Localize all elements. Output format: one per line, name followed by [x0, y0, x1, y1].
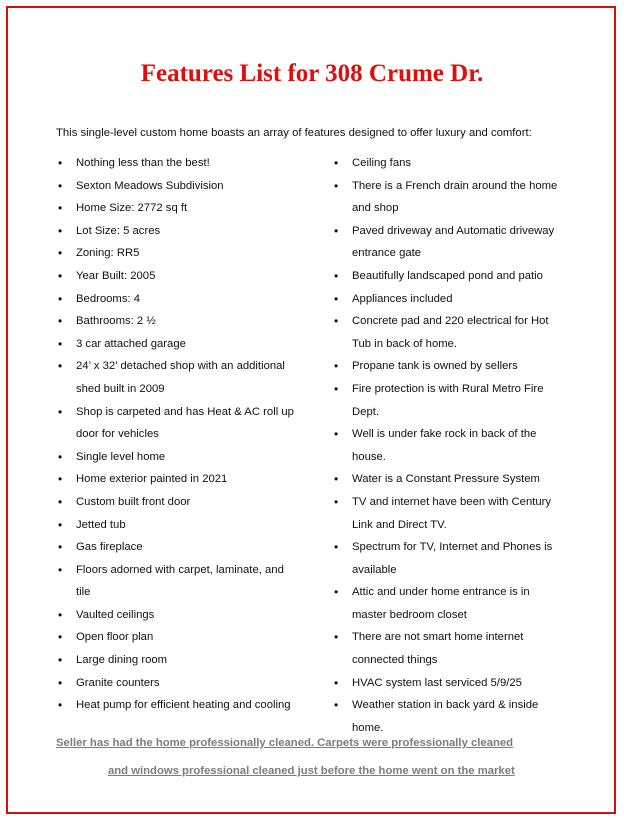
- list-item: • Floors adorned with carpet, laminate, and tile: [56, 559, 301, 604]
- list-item: • Year Built: 2005: [56, 265, 301, 288]
- list-item: • HVAC system last serviced 5/9/25: [332, 672, 564, 695]
- list-item: • Granite counters: [56, 672, 301, 695]
- list-item: • Concrete pad and 220 electrical for Hot Tub in back of home.: [332, 310, 564, 355]
- list-item: • Fire protection is with Rural Metro Fire Dept.: [332, 378, 564, 423]
- list-item: • TV and internet have been with Century Link and Direct TV.: [332, 491, 564, 536]
- list-item: • Shop is carpeted and has Heat & AC roll up door for vehicles: [56, 401, 301, 446]
- list-item: • Spectrum for TV, Internet and Phones is available: [332, 536, 564, 581]
- list-item: • Jetted tub: [56, 514, 301, 537]
- page-title: Features List for 308 Crume Dr.: [140, 60, 484, 87]
- features-list-left: [56, 152, 301, 717]
- list-item: • There are not smart home internet connected things: [332, 626, 564, 671]
- list-item: • Custom built front door: [56, 491, 301, 514]
- list-item: • Propane tank is owned by sellers: [332, 355, 564, 378]
- list-item: • Ceiling fans: [332, 152, 564, 175]
- list-item: • Nothing less than the best!: [56, 152, 301, 175]
- list-item: • Appliances included: [332, 288, 564, 311]
- list-item: • Heat pump for efficient heating and cooling: [56, 694, 301, 717]
- list-item: • There is a French drain around the home and shop: [332, 175, 564, 220]
- list-item: • Single level home: [56, 446, 301, 469]
- list-item: • Beautifully landscaped pond and patio: [332, 265, 564, 288]
- list-item: • 24’ x 32’ detached shop with an additional shed built in 2009: [56, 355, 301, 400]
- list-item: • Vaulted ceilings: [56, 604, 301, 627]
- list-item: • Bathrooms: 2 ½: [56, 310, 301, 333]
- list-item: • Weather station in back yard & inside home.: [332, 694, 564, 739]
- intro-text: This single-level custom home boasts an array of features designed to offer luxury and comfort:: [56, 127, 532, 139]
- list-item: • Bedrooms: 4: [56, 288, 301, 311]
- list-item: • Well is under fake rock in back of the house.: [332, 423, 564, 468]
- list-item: • Gas fireplace: [56, 536, 301, 559]
- features-list-right: [332, 152, 564, 739]
- list-item: • Lot Size: 5 acres: [56, 220, 301, 243]
- list-item: • Open floor plan: [56, 626, 301, 649]
- list-item: • Home exterior painted in 2021: [56, 468, 301, 491]
- footer-note-line-2: and windows professional cleaned just before the home went on the market: [108, 765, 515, 777]
- list-item: • Paved driveway and Automatic driveway entrance gate: [332, 220, 564, 265]
- list-item: • 3 car attached garage: [56, 333, 301, 356]
- list-item: • Water is a Constant Pressure System: [332, 468, 564, 491]
- list-item: • Zoning: RR5: [56, 242, 301, 265]
- list-item: • Sexton Meadows Subdivision: [56, 175, 301, 198]
- list-item: • Attic and under home entrance is in master bedroom closet: [332, 581, 564, 626]
- list-item: • Large dining room: [56, 649, 301, 672]
- list-item: • Home Size: 2772 sq ft: [56, 197, 301, 220]
- footer-note-line-1: Seller has had the home professionally cleaned. Carpets were professionally cleaned: [56, 737, 514, 749]
